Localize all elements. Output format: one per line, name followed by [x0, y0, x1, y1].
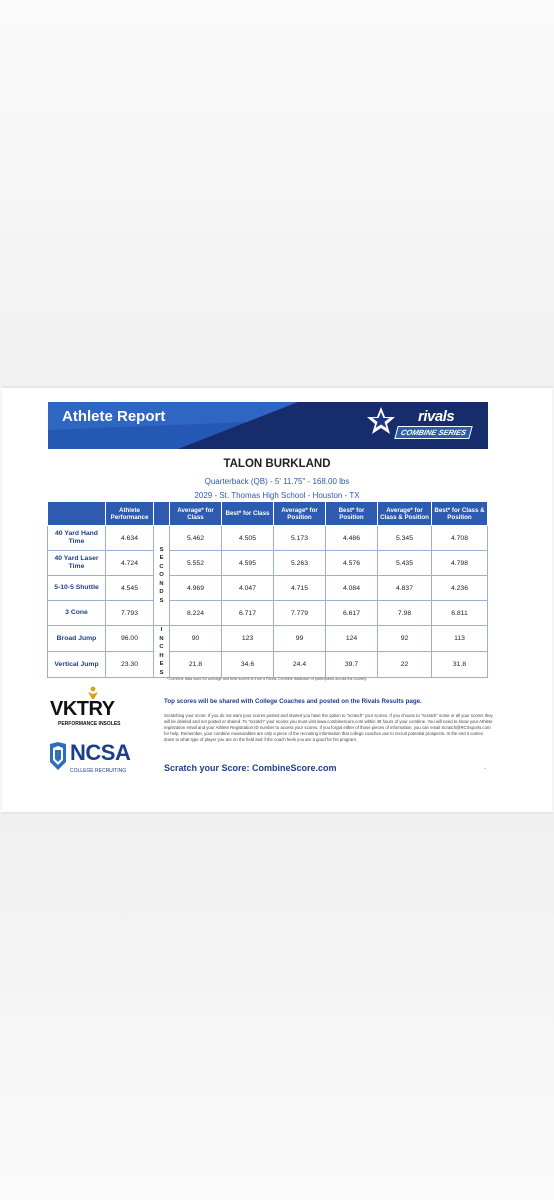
athlete-performance-cell: 96.00 — [106, 626, 154, 652]
value-cell: 99 — [274, 626, 326, 652]
value-cell: 92 — [378, 626, 432, 652]
row-label: Vertical Jump — [48, 652, 106, 678]
value-cell: 5.552 — [170, 551, 222, 576]
value-cell: 4.047 — [222, 576, 274, 601]
value-cell: 4.505 — [222, 526, 274, 551]
vktry-wordmark: VKTRY — [50, 698, 115, 720]
rivals-wordmark: rivals — [418, 408, 455, 425]
header-event — [48, 502, 106, 526]
scores-table — [47, 501, 488, 678]
unit-letter: S — [159, 669, 164, 676]
table-row — [48, 626, 488, 652]
value-cell: 5.263 — [274, 551, 326, 576]
athlete-performance-cell: 23.30 — [106, 652, 154, 678]
value-cell: 7.98 — [378, 601, 432, 626]
unit-letter: C — [159, 644, 164, 650]
athlete-performance-cell: 7.793 — [106, 601, 154, 626]
unit-letter: S — [159, 597, 164, 604]
row-label: 40 Yard Hand Time — [48, 526, 106, 551]
background-top — [0, 0, 554, 388]
value-cell: 4.486 — [326, 526, 378, 551]
value-cell: 124 — [326, 626, 378, 652]
table-header-row — [48, 502, 488, 526]
table-row — [48, 526, 488, 551]
value-cell: 39.7 — [326, 652, 378, 678]
vktry-logo — [50, 686, 140, 730]
unit-inches — [154, 626, 170, 678]
athlete-report-sheet — [2, 388, 552, 812]
unit-letter: I — [160, 627, 163, 633]
unit-letter: E — [159, 555, 164, 562]
row-label: 40 Yard Laser Time — [48, 551, 106, 576]
unit-letter: O — [159, 572, 164, 579]
value-cell: 21.8 — [170, 652, 222, 678]
combine-series-label: COMBINE SERIES — [394, 426, 472, 439]
athlete-performance-cell: 4.634 — [106, 526, 154, 551]
value-cell: 4.715 — [274, 576, 326, 601]
value-cell: 24.4 — [274, 652, 326, 678]
scratch-instructions: Scratching your score: If you do not want your scores posted and shared you have the option to "scratch" your scores. If you choose to "scratch" some or all your scores they will be deleted and not posted or shared. To "scratch" your scores you must visit www.combinescore.com within 48 hours of your combine. You will need to know your Athlete registration email and your Athlete Registration ID number to access your scores. If you forgot either of those pieces of information, you can email Scratch@RCXsports.com for help. Remember, your combine measurables are only a piece of the recruiting information that college coaches use to recruit potential prospects. In the end it comes down to what type of player you are on the field and if the coach feels you are a good for his program. — [164, 713, 493, 742]
value-cell: 8.224 — [170, 601, 222, 626]
unit-letter: D — [159, 589, 164, 596]
banner-title: Athlete Report — [62, 408, 166, 425]
athlete-name: TALON BURKLAND — [223, 458, 331, 470]
value-cell: 5.462 — [170, 526, 222, 551]
value-cell: 7.779 — [274, 601, 326, 626]
table-row — [48, 576, 488, 601]
header-unit — [154, 502, 170, 526]
value-cell: 22 — [378, 652, 432, 678]
table-footnote: *Combine data used for average and best scores is from a Rivals Combine database of participants across the country. — [167, 677, 368, 681]
value-cell: 6.811 — [432, 601, 488, 626]
row-label: Broad Jump — [48, 626, 106, 652]
value-cell: 6.717 — [222, 601, 274, 626]
athlete-performance-cell: 4.545 — [106, 576, 154, 601]
report-banner — [48, 402, 488, 449]
value-cell: 4.576 — [326, 551, 378, 576]
rivals-combine-logo — [366, 406, 486, 444]
table-row — [48, 551, 488, 576]
row-label: 5-10-5 Shuttle — [48, 576, 106, 601]
header-average-class: Average* for Class — [170, 502, 222, 526]
header-average-class-position: Average* for Class & Position — [378, 502, 432, 526]
value-cell: 113 — [432, 626, 488, 652]
unit-letter: N — [159, 580, 164, 587]
star-icon — [366, 406, 396, 436]
value-cell: 123 — [222, 626, 274, 652]
value-cell: 5.173 — [274, 526, 326, 551]
ncsa-tagline: COLLEGE RECRUITING — [70, 768, 127, 774]
value-cell: 90 — [170, 626, 222, 652]
value-cell: 4.595 — [222, 551, 274, 576]
unit-letter: C — [159, 563, 164, 570]
value-cell: 4.708 — [432, 526, 488, 551]
value-cell: 6.617 — [326, 601, 378, 626]
value-cell: 5.435 — [378, 551, 432, 576]
table-row — [48, 652, 488, 678]
unit-letter: S — [159, 546, 164, 553]
value-cell: 31.8 — [432, 652, 488, 678]
ncsa-logo — [48, 740, 138, 780]
header-best-position: Best* for Position — [326, 502, 378, 526]
unit-seconds — [154, 526, 170, 626]
value-cell: 5.345 — [378, 526, 432, 551]
vktry-tagline: PERFORMANCE INSOLES — [58, 721, 121, 727]
scratch-cta-link[interactable]: Scratch your Score: CombineScore.com — [164, 763, 337, 773]
ncsa-wordmark: NCSA — [70, 740, 131, 765]
unit-letter: E — [159, 661, 164, 667]
athlete-performance-cell: 4.724 — [106, 551, 154, 576]
unit-letter: H — [159, 652, 164, 659]
header-best-class-position: Best* for Class & Position — [432, 502, 488, 526]
athlete-details: Quarterback (QB) - 5' 11.75" - 168.00 lbs — [204, 477, 350, 486]
value-cell: 34.6 — [222, 652, 274, 678]
page-dash: - — [484, 766, 486, 772]
header-athlete-performance: Athlete Performance — [106, 502, 154, 526]
row-label: 3 Cone — [48, 601, 106, 626]
unit-letter: N — [159, 635, 164, 642]
value-cell: 4.798 — [432, 551, 488, 576]
athlete-school: 2029 - St. Thomas High School - Houston - TX — [194, 491, 360, 500]
value-cell: 4.837 — [378, 576, 432, 601]
ncsa-emblem-icon — [48, 742, 68, 772]
value-cell: 4.236 — [432, 576, 488, 601]
value-cell: 4.084 — [326, 576, 378, 601]
header-average-position: Average* for Position — [274, 502, 326, 526]
table-row — [48, 601, 488, 626]
background-bottom — [0, 812, 554, 1200]
share-headline: Top scores will be shared with College Coaches and posted on the Rivals Results page. — [164, 698, 422, 705]
value-cell: 4.969 — [170, 576, 222, 601]
header-best-class: Best* for Class — [222, 502, 274, 526]
